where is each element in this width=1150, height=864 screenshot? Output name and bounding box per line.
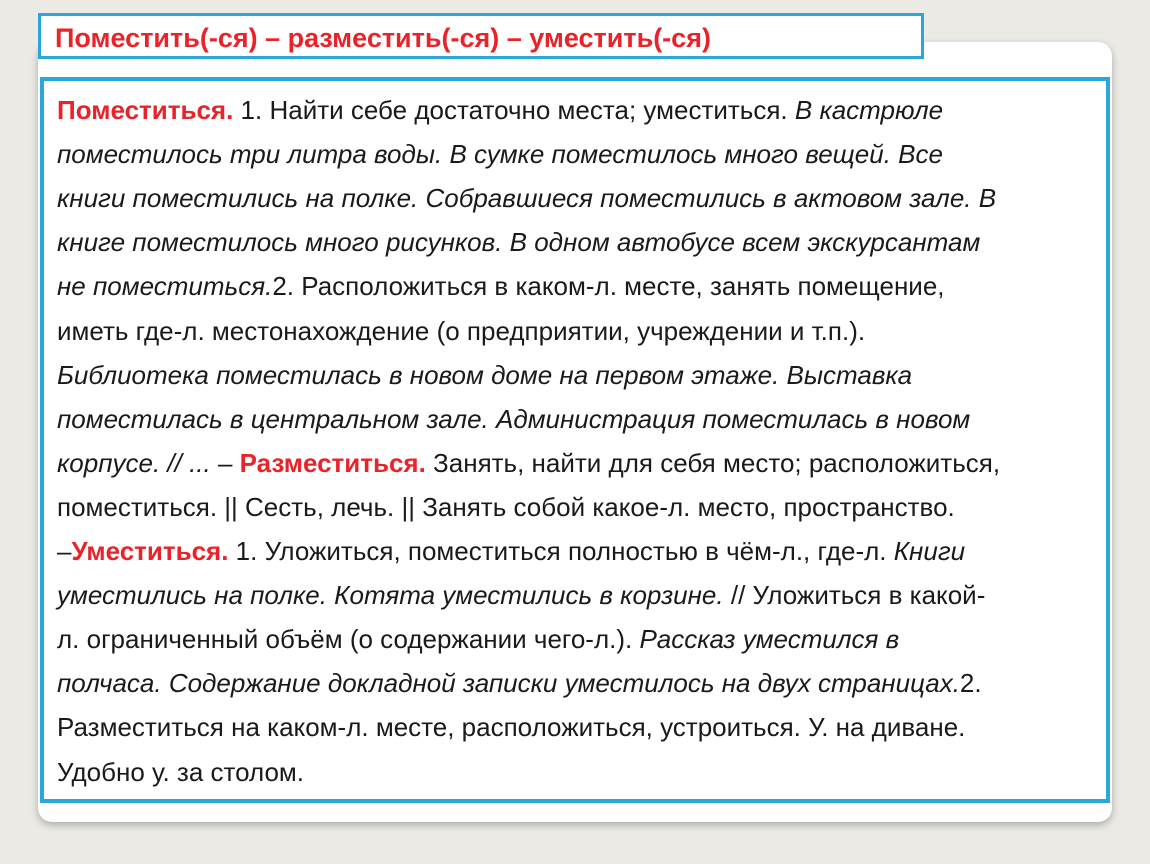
text-segment: уместились на полке. Котята уместились в корзине.: [57, 580, 724, 611]
text-segment: 1. Уложиться, поместиться полностью в чём-л., где-л.: [228, 536, 894, 566]
text-line: [57, 360, 912, 391]
text-segment: 1. Найти себе достаточно места; уместиться.: [233, 95, 795, 125]
text-segment: 2. Расположиться в каком-л. месте, занять помещение,: [272, 271, 945, 302]
text-line: [57, 757, 304, 788]
headword: Поместиться.: [57, 95, 234, 125]
text-line: [57, 95, 943, 126]
text-line: [57, 271, 945, 302]
headword: Разместиться.: [239, 447, 426, 478]
text-line: [57, 536, 965, 567]
text-segment: // Уложиться в какой-: [723, 580, 986, 611]
text-segment: корпусе. // ... –: [57, 447, 240, 478]
text-segment: 2.: [959, 668, 982, 699]
text-segment: л. ограниченный объём (о содержании чего-л.).: [57, 624, 640, 655]
text-line: [57, 712, 965, 743]
text-line: [57, 668, 982, 699]
text-segment: В кастрюле: [794, 95, 944, 125]
text-segment: полчаса. Содержание докладной записки уместилось на двух страницах.: [57, 668, 960, 699]
text-line: [57, 492, 955, 523]
text-line: [57, 139, 943, 170]
text-segment: Разместиться на каком-л. месте, расположиться, устроиться. У. на диване.: [57, 712, 966, 743]
title-box: [38, 13, 924, 59]
text-segment: Удобно у. за столом.: [57, 756, 305, 787]
text-segment: Занять, найти для себя место; расположиться,: [425, 447, 1001, 478]
text-line: [57, 580, 985, 611]
text-line: [57, 404, 970, 435]
text-line: [57, 316, 865, 347]
text-line: [57, 227, 980, 258]
text-segment: поместилось три литра воды. В сумке поместилось много вещей. Все: [57, 139, 943, 170]
text-segment: не поместиться.: [57, 271, 273, 302]
text-segment: –: [57, 536, 72, 566]
text-segment: книги поместились на полке. Собравшиеся поместились в актовом зале. В: [57, 183, 997, 214]
text-segment: Библиотека поместилась в новом доме на первом этаже. Выставка: [57, 359, 913, 390]
text-segment: Книги: [893, 536, 966, 566]
headword: Уместиться.: [71, 536, 229, 566]
text-segment: поместилась в центральном зале. Администрация поместилась в новом: [57, 403, 971, 434]
text-line: [57, 624, 899, 655]
text-segment: книге поместилось много рисунков. В одном автобусе всем экскурсантам: [57, 227, 981, 258]
slide-title: Поместить(-ся) – разместить(-ся) – уместить(-ся): [55, 23, 711, 53]
text-segment: поместиться. || Сесть, лечь. || Занять собой какое-л. место, пространство.: [57, 491, 955, 522]
text-line: [57, 448, 1000, 479]
content-box: [40, 77, 1110, 803]
text-line: [57, 183, 996, 214]
text-segment: иметь где-л. местонахождение (о предприятии, учреждении и т.п.).: [57, 315, 866, 346]
text-segment: Рассказ уместился в: [639, 624, 900, 655]
